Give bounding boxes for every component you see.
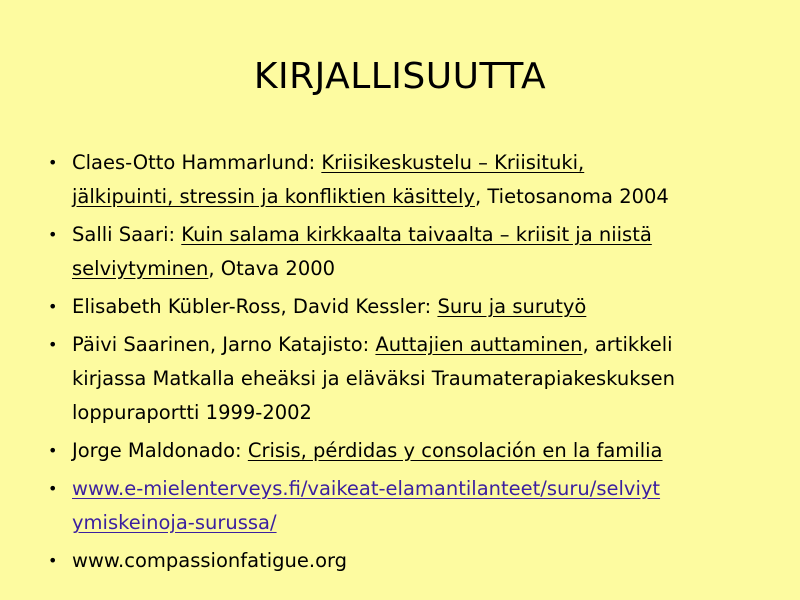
bullet-icon: • (48, 441, 58, 460)
reference-author: Jorge Maldonado: (72, 439, 248, 462)
reference-list (46, 146, 760, 578)
reference-author: Salli Saari: (72, 223, 182, 246)
slide-title: KIRJALLISUUTTA (253, 56, 547, 97)
reference-link-line1[interactable]: www.e-mielenterveys.fi/vaikeat-elamantilanteet/suru/selviyt (72, 477, 661, 500)
reference-title: Kriisikeskustelu – Kriisituki, (321, 151, 585, 174)
reference-publisher: , Otava 2000 (208, 257, 336, 280)
list-item (46, 434, 760, 468)
bullet-icon: • (48, 479, 58, 498)
list-item (46, 146, 760, 214)
reference-publisher: , Tietosanoma 2004 (474, 185, 669, 208)
bullet-icon: • (48, 297, 58, 316)
list-item (46, 328, 760, 430)
bullet-icon: • (48, 225, 58, 244)
bullet-icon: • (48, 551, 58, 570)
reference-note-cont: loppuraportti 1999-2002 (72, 401, 312, 424)
reference-link[interactable] (72, 477, 660, 534)
reference-title-cont: jälkipuinti, stressin ja konfliktien käsittely (72, 185, 475, 208)
list-item (46, 472, 760, 540)
reference-title-cont: selviytyminen (72, 257, 209, 280)
list-item (46, 290, 760, 324)
list-item (46, 544, 760, 578)
reference-author: Päivi Saarinen, Jarno Katajisto: (72, 333, 376, 356)
reference-website: www.compassionfatigue.org (72, 549, 348, 572)
reference-note: , artikkeli (582, 333, 673, 356)
reference-note-cont: kirjassa Matkalla eheäksi ja eläväksi Traumaterapiakeskuksen (72, 367, 676, 390)
reference-title: Suru ja surutyö (437, 295, 587, 318)
list-item (46, 218, 760, 286)
reference-title: Kuin salama kirkkaalta taivaalta – kriisit ja niistä (181, 223, 652, 246)
bullet-icon: • (48, 153, 58, 172)
reference-link-line2[interactable]: ymiskeinoja-surussa/ (72, 511, 277, 534)
reference-title: Auttajien auttaminen (375, 333, 583, 356)
bullet-icon: • (48, 335, 58, 354)
reference-author: Claes-Otto Hammarlund: (72, 151, 322, 174)
reference-title: Crisis, pérdidas y consolación en la familia (247, 439, 663, 462)
reference-author: Elisabeth Kübler-Ross, David Kessler: (72, 295, 438, 318)
